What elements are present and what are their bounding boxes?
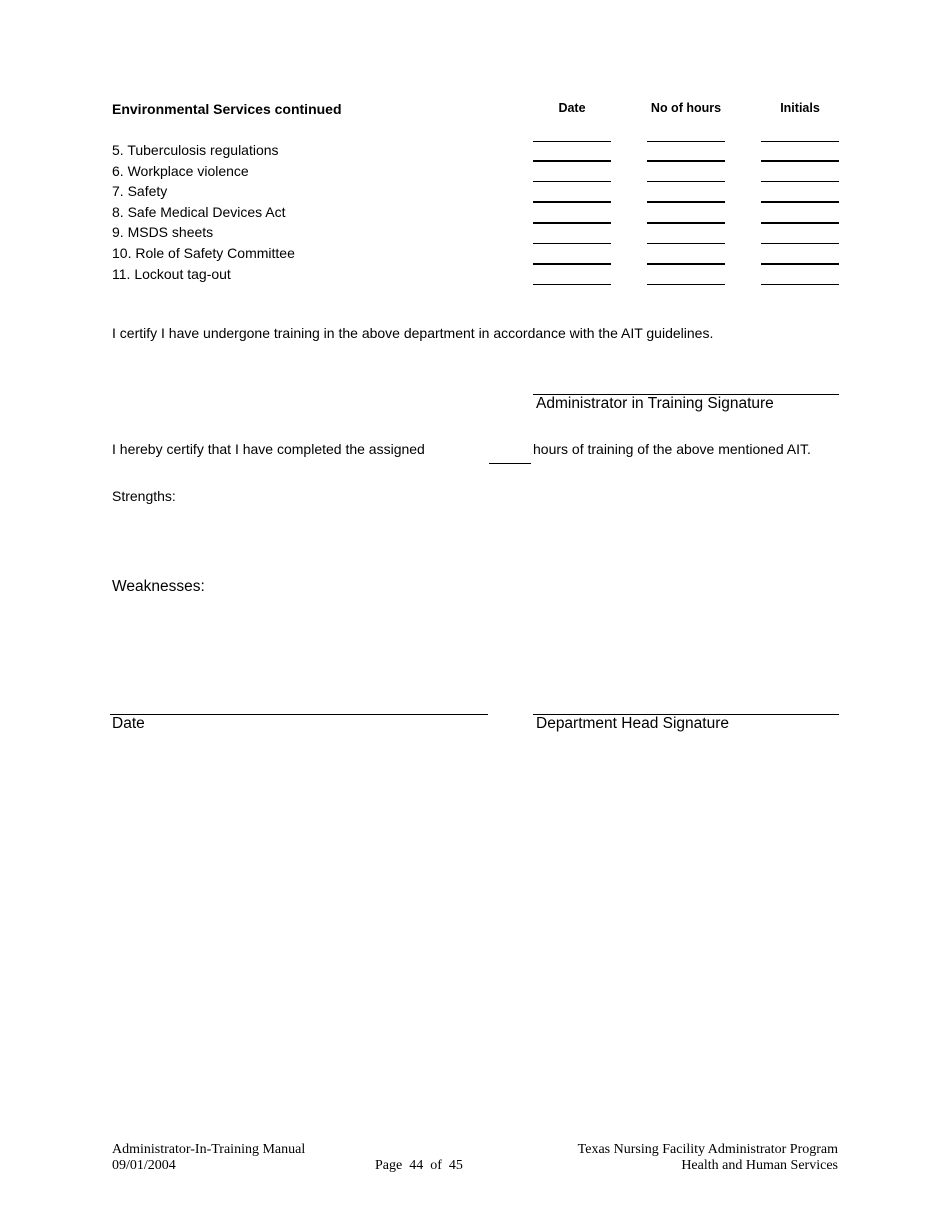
hours-certification-prefix: I hereby certify that I have completed the assigned [112,441,425,457]
hours-field-line[interactable] [647,160,725,162]
initials-field-line[interactable] [761,181,839,182]
footer-manual-title: Administrator-In-Training Manual [112,1142,306,1157]
weaknesses-label: Weaknesses: [112,578,205,595]
date-field-line[interactable] [533,222,611,224]
section-title: Environmental Services continued [112,101,342,117]
hours-field-line[interactable] [647,263,725,265]
list-item: 10. Role of Safety Committee [112,245,295,261]
dept-head-signature-label: Department Head Signature [536,715,730,732]
hours-field-line[interactable] [647,243,725,244]
initials-field-line[interactable] [761,243,839,244]
date-field-line[interactable] [533,284,611,285]
hours-field-line[interactable] [647,222,725,224]
ait-certification-text: I certify I have undergone training in the above department in accordance with the AIT guidelines. [112,325,714,341]
date-field-line[interactable] [533,181,611,182]
assigned-hours-field-line[interactable] [489,463,531,464]
column-header-initials: Initials [780,101,820,115]
footer-date: 09/01/2004 [112,1158,176,1173]
list-item: 5. Tuberculosis regulations [112,142,279,158]
hours-field-line[interactable] [647,181,725,182]
date-field-line[interactable] [533,263,611,265]
ait-signature-label: Administrator in Training Signature [536,395,774,412]
footer-page-number: Page 44 of 45 [375,1158,463,1173]
hours-field-line[interactable] [647,284,725,285]
list-item: 6. Workplace violence [112,163,249,179]
initials-field-line[interactable] [761,141,839,142]
list-item: 7. Safety [112,183,168,199]
footer-agency: Health and Human Services [681,1158,838,1173]
list-item: 9. MSDS sheets [112,224,214,240]
initials-field-line[interactable] [761,284,839,285]
date-field-line[interactable] [533,201,611,203]
initials-field-line[interactable] [761,160,839,162]
list-item: 11. Lockout tag-out [112,266,231,282]
date-field-line[interactable] [533,141,611,142]
hours-field-line[interactable] [647,141,725,142]
hours-field-line[interactable] [647,201,725,203]
date-signature-line[interactable] [110,714,488,715]
list-item: 8. Safe Medical Devices Act [112,204,286,220]
column-header-date: Date [558,101,586,115]
column-header-hours: No of hours [650,101,722,115]
date-field-line[interactable] [533,160,611,162]
footer-program: Texas Nursing Facility Administrator Program [577,1142,838,1157]
initials-field-line[interactable] [761,263,839,265]
hours-certification-suffix: hours of training of the above mentioned AIT. [533,441,811,457]
initials-field-line[interactable] [761,222,839,224]
date-label: Date [112,715,145,732]
initials-field-line[interactable] [761,201,839,203]
date-field-line[interactable] [533,243,611,244]
strengths-label: Strengths: [112,488,176,504]
